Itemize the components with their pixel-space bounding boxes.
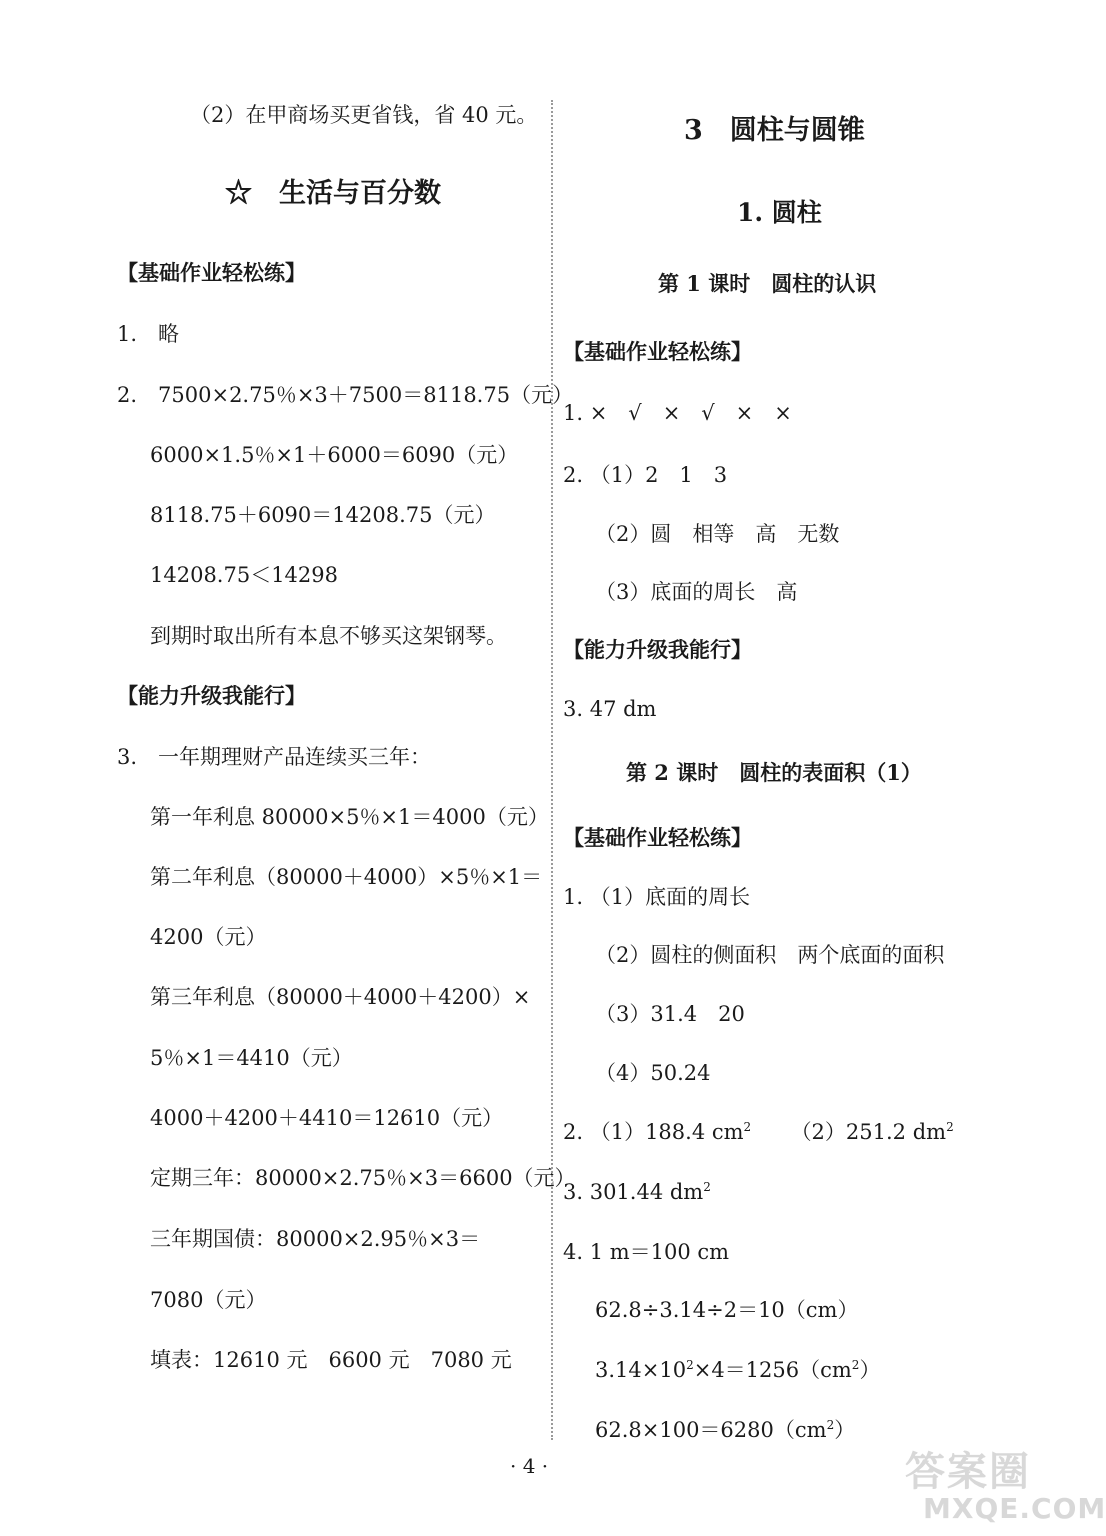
column-divider <box>551 100 553 1440</box>
right-line-1: 1. × √ × √ × × <box>563 401 792 425</box>
right-line-10 <box>563 1118 954 1146</box>
right-line-15 <box>595 1416 855 1444</box>
right-line-3: （2）圆 相等 高 无数 <box>595 522 840 546</box>
lesson-1-title: 第 1 课时 圆柱的认识 <box>658 271 877 296</box>
superscript: 2 <box>826 1418 835 1432</box>
heading-basic-exercises-right-2: 【基础作业轻松练】 <box>563 825 752 850</box>
right-line-8: （3）31.4 20 <box>595 1002 745 1026</box>
left-line-13: 4000＋4200＋4410＝12610（元） <box>150 1106 504 1130</box>
left-line-16: 7080（元） <box>150 1288 267 1312</box>
right-line-14 <box>595 1356 880 1384</box>
superscript: 2 <box>743 1120 752 1134</box>
superscript: 2 <box>851 1358 860 1372</box>
right-line-6: 1. （1）底面的周长 <box>563 885 751 909</box>
chapter-title: 3 圆柱与圆锥 <box>684 115 865 146</box>
left-line-11: 第三年利息（80000＋4000＋4200）× <box>150 985 531 1009</box>
calc-part-c: ） <box>859 1358 881 1382</box>
heading-basic-exercises: 【基础作业轻松练】 <box>117 260 306 285</box>
left-line-7: 3. 一年期理财产品连续买三年： <box>117 745 432 769</box>
calc-part-b: ） <box>834 1418 856 1442</box>
right-line-5: 3. 47 dm <box>563 697 657 721</box>
page-number: · 4 · <box>510 1454 549 1478</box>
superscript: 2 <box>686 1358 694 1372</box>
unit-title: 1. 圆柱 <box>737 198 822 227</box>
right-line-7: （2）圆柱的侧面积 两个底面的面积 <box>595 943 945 967</box>
calc-part-a: 3.14×10 <box>595 1358 687 1382</box>
answer-2-part-1: 2. （1）188.4 cm <box>563 1120 744 1144</box>
left-line-9: 第二年利息（80000＋4000）×5％×1＝ <box>150 865 543 889</box>
right-line-2: 2. （1）2 1 3 <box>563 463 728 487</box>
left-line-10: 4200（元） <box>150 925 267 949</box>
right-line-13: 62.8÷3.14÷2＝10（cm） <box>595 1298 859 1322</box>
right-line-4: （3）底面的周长 高 <box>595 580 798 604</box>
left-line-5: 14208.75＜14298 <box>150 563 339 587</box>
left-line-15: 三年期国债：80000×2.95％×3＝ <box>150 1227 481 1251</box>
section-title: ☆ 生活与百分数 <box>225 178 441 209</box>
left-line-14: 定期三年：80000×2.75％×3＝6600（元） <box>150 1166 576 1190</box>
watermark-logo <box>905 1440 1106 1530</box>
watermark-text: 答案圈 <box>905 1449 1031 1495</box>
heading-ability-upgrade-right: 【能力升级我能行】 <box>563 637 752 662</box>
right-line-11 <box>563 1178 711 1206</box>
left-line-4: 8118.75＋6090＝14208.75（元） <box>150 503 496 527</box>
left-line-0: （2）在甲商场买更省钱，省 40 元。 <box>190 103 538 127</box>
right-line-9: （4）50.24 <box>595 1061 711 1085</box>
left-line-8: 第一年利息 80000×5％×1＝4000（元） <box>150 805 549 829</box>
answer-3: 3. 301.44 dm <box>563 1180 704 1204</box>
calc-part-b: ×4＝1256（cm <box>693 1358 852 1382</box>
answer-2-part-2: （2）251.2 dm <box>790 1120 947 1144</box>
superscript: 2 <box>703 1180 711 1194</box>
calc-part-a: 62.8×100＝6280（cm <box>595 1418 827 1442</box>
left-line-3: 6000×1.5％×1＋6000＝6090（元） <box>150 443 519 467</box>
heading-ability-upgrade: 【能力升级我能行】 <box>117 683 306 708</box>
left-line-6: 到期时取出所有本息不够买这架钢琴。 <box>150 624 507 648</box>
right-line-12: 4. 1 m＝100 cm <box>563 1240 730 1264</box>
left-line-1: 1. 略 <box>117 322 180 346</box>
watermark-url: MXQE.COM <box>923 1492 1106 1525</box>
left-line-12: 5％×1＝4410（元） <box>150 1046 353 1070</box>
left-line-17: 填表：12610 元 6600 元 7080 元 <box>150 1348 512 1372</box>
lesson-2-title: 第 2 课时 圆柱的表面积（1） <box>626 760 922 785</box>
superscript: 2 <box>946 1120 954 1134</box>
left-line-2: 2. 7500×2.75％×3＋7500＝8118.75（元） <box>117 383 574 407</box>
heading-basic-exercises-right-1: 【基础作业轻松练】 <box>563 339 752 364</box>
